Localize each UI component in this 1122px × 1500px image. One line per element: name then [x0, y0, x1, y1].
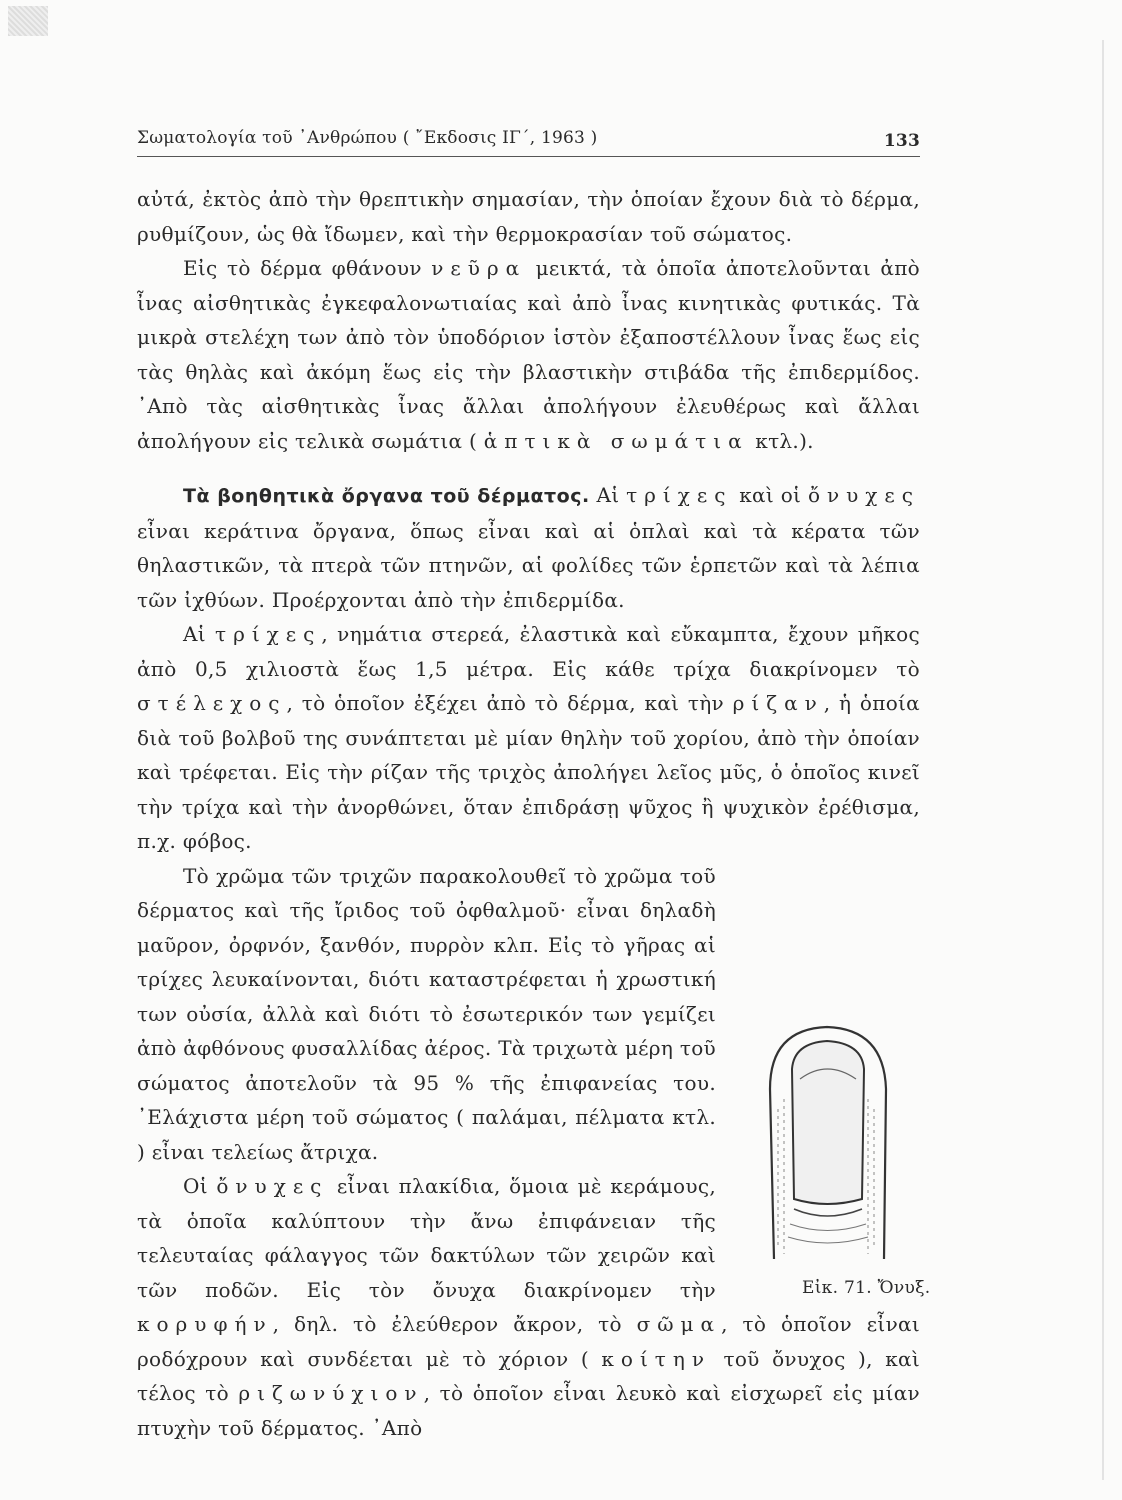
text-run: , τὸ ὁποῖον εἶναι ροδόχρουν καὶ συνδέεται μὲ τὸ χόριον ( [137, 1312, 920, 1371]
text-run: εἶναι κεράτινα ὄργανα, ὅπως εἶναι καὶ αἱ ὁπλαὶ καὶ τὰ κέρατα τῶν θηλαστικῶν, τὰ πτερὰ τῶν πτηνῶν, αἱ φολίδες τῶν ἑρπετῶν καὶ τὰ λέπια τῶν ἰχθύων. Προέρχονται ἀπὸ τὴν ἐπιδερμίδα. [137, 518, 920, 612]
text-run: Εἰς τὸ δέρμα φθάνουν [183, 256, 422, 280]
nail-figure [734, 1009, 931, 1301]
fingertip-nail-icon [734, 1009, 920, 1271]
section-heading: Τὰ βοηθητικὰ ὄργανα τοῦ δέρματος. [183, 485, 590, 507]
page-edge [1102, 40, 1104, 1480]
text-run: , τὸ ὁποῖον εἶναι λευκὸ καὶ εἰσχωρεῖ εἰς μίαν πτυχὴν τοῦ δέρματος. ᾿Απὸ [137, 1381, 920, 1440]
paragraph-1: αὐτά, ἐκτὸς ἀπὸ τὴν θρεπτικὴν σημασίαν, τὴν ὁποίαν ἔχουν διὰ τὸ δέρμα, ρυθμίζουν, ὡς θὰ ἴδωμεν, καὶ τὴν θερμοκρασίαν τοῦ σώματος. [137, 187, 920, 246]
paragraph-hairs [137, 617, 920, 859]
text-run: καὶ οἱ [739, 483, 802, 507]
spaced-term: ριζωνύχιον [238, 1381, 424, 1405]
running-header [137, 128, 920, 154]
figure-caption: Εἰκ. 71. Ὄνυξ. [802, 1277, 931, 1298]
text-run: τοῦ ὄνυχος ), καὶ τέλος τὸ [137, 1346, 920, 1405]
spaced-term: νεῦρα [431, 256, 527, 280]
page-number: 133 [883, 131, 920, 151]
paragraph-nerves [137, 251, 920, 458]
text-run: , ἡ ὁποία διὰ τοῦ βολβοῦ της συνάπτεται μὲ μίαν θηλὴν τοῦ χορίου, ἀπὸ τὴν ὁποίαν καὶ τρέφεται. Εἰς τὴν ρίζαν τῆς τριχὸς ἀπολήγει λεῖος μῦς, ὁ ὁποῖος κινεῖ τὴν τρίχα καὶ τὴν ἀνορθώνει, ὅταν ἐπιδράσῃ ψῦχος ἢ ψυχικὸν ἐρέθισμα, π.χ. φόβος. [137, 691, 920, 853]
spaced-term: τρίχες [215, 622, 322, 646]
header-rule [137, 156, 920, 157]
body-text [137, 182, 931, 1445]
spacer [137, 458, 920, 478]
spaced-term: τρίχες [626, 483, 733, 507]
text-run: Οἱ [183, 1174, 208, 1198]
paragraph-section [137, 478, 920, 617]
text-run: Αἱ [596, 483, 620, 507]
header-title: Σωματολογία τοῦ ᾿Ανθρώπου ( ῎Εκδοσις ΙΓ΄, 1963 ) [137, 128, 598, 148]
text-run: μεικτά, τὰ ὁποῖα ἀποτελοῦνται ἀπὸ ἶνας αἰσθητικὰς ἐγκεφαλονωτιαίας καὶ ἀπὸ ἶνας κινητικὰς φυτικάς. Τὰ μικρὰ στελέχη των ἀπὸ τὸν ὑποδόριον ἱστὸν ἐξαποστέλλουν ἶνας ἕως εἰς τὰς θηλὰς καὶ ἀκόμη ἕως εἰς τὴν βλαστικὴν στιβάδα τῆς ἐπιδερμίδος. ᾿Απὸ τὰς αἰσθητικὰς ἶνας ἄλλαι ἀπολήγουν ἐλευθέρως καὶ ἄλλαι ἀπολήγουν εἰς τελικὰ σωμάτια ( [137, 256, 920, 453]
spaced-term: ἁπτικὰ σωμάτια [483, 428, 749, 453]
spaced-term: ὄνυχες [216, 1174, 329, 1198]
spaced-term: σῶμα [636, 1312, 722, 1336]
text-run: Αἱ [183, 622, 206, 646]
spaced-term: κοίτην [601, 1346, 712, 1371]
spaced-term: κορυφήν [137, 1312, 273, 1336]
spaced-term: ρίζαν [732, 691, 824, 715]
spaced-term: ὄνυχες [807, 483, 920, 507]
text-run: κτλ.). [755, 428, 814, 453]
text-run: , δηλ. τὸ ἐλεύθερον ἄκρον, τὸ [272, 1312, 622, 1336]
text-run: Τὸ χρῶμα τῶν τριχῶν παρακολουθεῖ τὸ χρῶμα τοῦ δέρματος καὶ τῆς ἴριδος τοῦ ὀφθαλμοῦ· εἶναι δηλαδὴ μαῦρον, ὀρφνόν, ξανθόν, πυρρὸν κλπ. Εἰς τὸ γῆρας αἱ τρίχες λευκαίνονται, διότι καταστρέφεται ἡ χρωστική των οὐσία, ἀλλὰ καὶ διότι τὸ ἐσωτερικόν των γεμίζει ἀπὸ ἀφθόνους φυσαλλίδας ἀέρος. Τὰ τριχωτὰ μέρη τοῦ σώματος ἀποτελοῦν τὰ 95 % τῆς ἐπιφανείας του. ᾿Ελάχιστα μέρη τοῦ σώματος ( παλάμαι, πέλματα κτλ. ) εἶναι τελείως ἄτριχα. [137, 863, 716, 1164]
scan-corner-mark [8, 6, 48, 36]
spaced-term: στέλεχος [137, 691, 287, 715]
text-run: , τὸ ὁποῖον ἐξέχει ἀπὸ τὸ δέρμα, καὶ τὴν [286, 691, 725, 715]
text-run: , νημάτια στερεά, ἐλαστικὰ καὶ εὔκαμπτα, ἔχουν μῆκος ἀπὸ 0,5 χιλιοστὰ ἕως 1,5 μέτρα. Εἰς κάθε τρίχα διακρίνομεν τὸ [137, 622, 920, 681]
text-run: εἶναι πλακίδια, ὅμοια μὲ κεράμους, τὰ ὁποῖα καλύπτουν τὴν ἄνω ἐπιφάνειαν τῆς τελευταίας φάλαγγος τῶν δακτύλων τῶν χειρῶν καὶ τῶν ποδῶν. Εἰς τὸν ὄνυχα διακρίνομεν τὴν [137, 1174, 716, 1302]
